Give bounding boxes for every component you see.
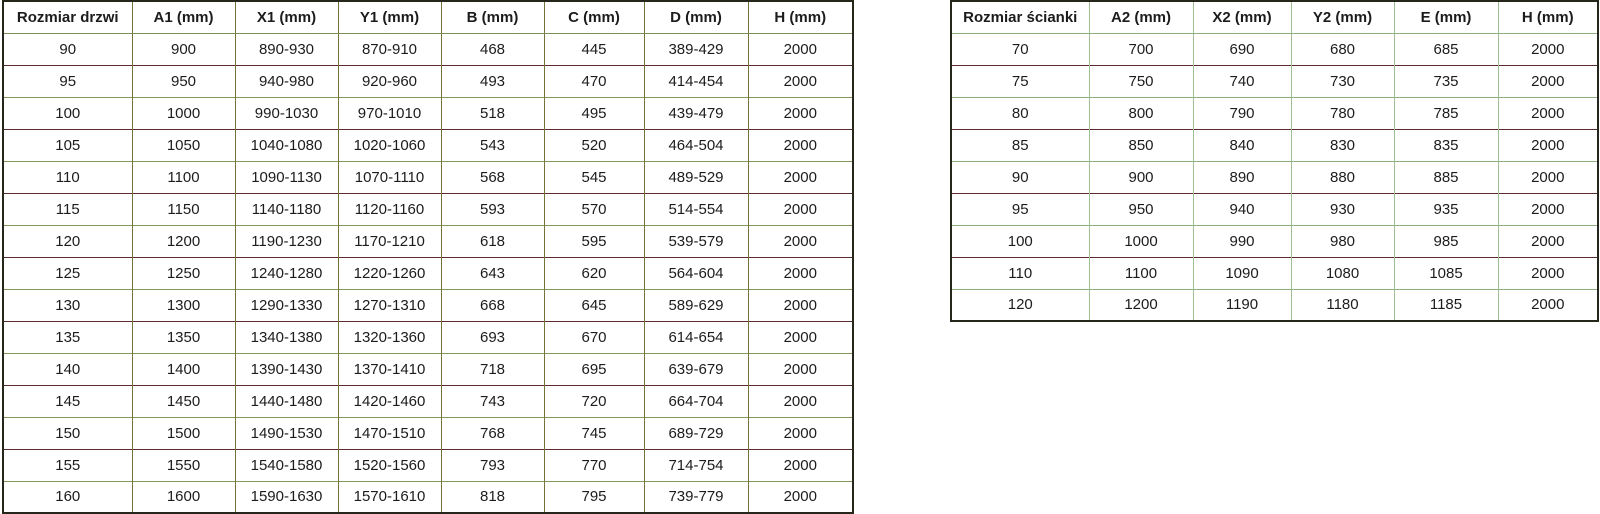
table-cell: 780 bbox=[1291, 97, 1394, 129]
table-row bbox=[3, 449, 853, 481]
table-cell: 100 bbox=[951, 225, 1089, 257]
table-cell: 750 bbox=[1089, 65, 1193, 97]
table-cell: 850 bbox=[1089, 129, 1193, 161]
table-cell: 495 bbox=[544, 97, 644, 129]
table-cell: 2000 bbox=[1498, 97, 1598, 129]
table-row bbox=[3, 193, 853, 225]
wall-sizes-table bbox=[950, 0, 1599, 322]
table-row bbox=[3, 65, 853, 97]
table-cell: 564-604 bbox=[644, 257, 748, 289]
table-cell: 445 bbox=[544, 33, 644, 65]
table-cell: 693 bbox=[441, 321, 544, 353]
header-cell: A1 (mm) bbox=[132, 1, 235, 33]
table-cell: 1000 bbox=[1089, 225, 1193, 257]
table-cell: 770 bbox=[544, 449, 644, 481]
table-cell: 1050 bbox=[132, 129, 235, 161]
table-cell: 593 bbox=[441, 193, 544, 225]
table-cell: 1220-1260 bbox=[338, 257, 441, 289]
table-cell: 718 bbox=[441, 353, 544, 385]
table-cell: 155 bbox=[3, 449, 132, 481]
table-cell: 1240-1280 bbox=[235, 257, 338, 289]
table-cell: 2000 bbox=[748, 417, 853, 449]
table-cell: 568 bbox=[441, 161, 544, 193]
table-cell: 90 bbox=[951, 161, 1089, 193]
table-cell: 2000 bbox=[1498, 129, 1598, 161]
table-cell: 1185 bbox=[1394, 289, 1498, 321]
table-cell: 539-579 bbox=[644, 225, 748, 257]
table-row bbox=[3, 353, 853, 385]
table-cell: 2000 bbox=[748, 33, 853, 65]
table-cell: 520 bbox=[544, 129, 644, 161]
table-cell: 664-704 bbox=[644, 385, 748, 417]
header-cell: B (mm) bbox=[441, 1, 544, 33]
table-cell: 85 bbox=[951, 129, 1089, 161]
header-cell: C (mm) bbox=[544, 1, 644, 33]
table-cell: 110 bbox=[951, 257, 1089, 289]
table-cell: 1180 bbox=[1291, 289, 1394, 321]
table-cell: 740 bbox=[1193, 65, 1291, 97]
table-cell: 70 bbox=[951, 33, 1089, 65]
table-cell: 1570-1610 bbox=[338, 481, 441, 513]
table-cell: 818 bbox=[441, 481, 544, 513]
table-cell: 160 bbox=[3, 481, 132, 513]
table-cell: 930 bbox=[1291, 193, 1394, 225]
table-cell: 545 bbox=[544, 161, 644, 193]
table-cell: 793 bbox=[441, 449, 544, 481]
table-cell: 2000 bbox=[1498, 33, 1598, 65]
header-cell: Y1 (mm) bbox=[338, 1, 441, 33]
table-cell: 790 bbox=[1193, 97, 1291, 129]
table-cell: 950 bbox=[132, 65, 235, 97]
table-cell: 695 bbox=[544, 353, 644, 385]
table-cell: 870-910 bbox=[338, 33, 441, 65]
table-cell: 95 bbox=[3, 65, 132, 97]
table-row bbox=[3, 129, 853, 161]
table-cell: 890-930 bbox=[235, 33, 338, 65]
header-cell: H (mm) bbox=[1498, 1, 1598, 33]
table-cell: 795 bbox=[544, 481, 644, 513]
table-cell: 489-529 bbox=[644, 161, 748, 193]
table-cell: 1590-1630 bbox=[235, 481, 338, 513]
table-cell: 1520-1560 bbox=[338, 449, 441, 481]
table-cell: 100 bbox=[3, 97, 132, 129]
table-cell: 970-1010 bbox=[338, 97, 441, 129]
table-cell: 1490-1530 bbox=[235, 417, 338, 449]
table-cell: 1100 bbox=[1089, 257, 1193, 289]
table-cell: 1300 bbox=[132, 289, 235, 321]
table-cell: 720 bbox=[544, 385, 644, 417]
table-cell: 514-554 bbox=[644, 193, 748, 225]
table-cell: 589-629 bbox=[644, 289, 748, 321]
table-cell: 110 bbox=[3, 161, 132, 193]
table-cell: 940-980 bbox=[235, 65, 338, 97]
table-cell: 414-454 bbox=[644, 65, 748, 97]
table-row bbox=[951, 257, 1598, 289]
table-cell: 900 bbox=[132, 33, 235, 65]
table-cell: 689-729 bbox=[644, 417, 748, 449]
table-cell: 730 bbox=[1291, 65, 1394, 97]
header-cell: X2 (mm) bbox=[1193, 1, 1291, 33]
header-cell: X1 (mm) bbox=[235, 1, 338, 33]
header-row bbox=[951, 1, 1598, 33]
table-cell: 1090-1130 bbox=[235, 161, 338, 193]
table-cell: 985 bbox=[1394, 225, 1498, 257]
table-cell: 1440-1480 bbox=[235, 385, 338, 417]
table-cell: 840 bbox=[1193, 129, 1291, 161]
table-row bbox=[951, 225, 1598, 257]
table-cell: 690 bbox=[1193, 33, 1291, 65]
table-cell: 464-504 bbox=[644, 129, 748, 161]
table-cell: 1040-1080 bbox=[235, 129, 338, 161]
table-cell: 639-679 bbox=[644, 353, 748, 385]
table-row bbox=[951, 289, 1598, 321]
table-row bbox=[3, 385, 853, 417]
table-cell: 2000 bbox=[1498, 65, 1598, 97]
table-cell: 1500 bbox=[132, 417, 235, 449]
table-cell: 1340-1380 bbox=[235, 321, 338, 353]
table-row bbox=[3, 257, 853, 289]
table-cell: 439-479 bbox=[644, 97, 748, 129]
header-cell: Y2 (mm) bbox=[1291, 1, 1394, 33]
table-cell: 890 bbox=[1193, 161, 1291, 193]
table-row bbox=[951, 161, 1598, 193]
table-row bbox=[951, 193, 1598, 225]
table-cell: 1450 bbox=[132, 385, 235, 417]
table-row bbox=[951, 97, 1598, 129]
table-cell: 935 bbox=[1394, 193, 1498, 225]
table-cell: 120 bbox=[3, 225, 132, 257]
table-cell: 2000 bbox=[748, 385, 853, 417]
table-cell: 785 bbox=[1394, 97, 1498, 129]
table-cell: 739-779 bbox=[644, 481, 748, 513]
table-cell: 1190 bbox=[1193, 289, 1291, 321]
table-cell: 2000 bbox=[1498, 257, 1598, 289]
table-cell: 735 bbox=[1394, 65, 1498, 97]
header-cell: A2 (mm) bbox=[1089, 1, 1193, 33]
table-cell: 768 bbox=[441, 417, 544, 449]
table-cell: 2000 bbox=[748, 129, 853, 161]
table-cell: 714-754 bbox=[644, 449, 748, 481]
table-cell: 685 bbox=[1394, 33, 1498, 65]
table-cell: 1370-1410 bbox=[338, 353, 441, 385]
table-cell: 493 bbox=[441, 65, 544, 97]
table-cell: 518 bbox=[441, 97, 544, 129]
table-cell: 90 bbox=[3, 33, 132, 65]
table-cell: 2000 bbox=[1498, 289, 1598, 321]
table-cell: 668 bbox=[441, 289, 544, 321]
table-cell: 2000 bbox=[748, 257, 853, 289]
table-cell: 743 bbox=[441, 385, 544, 417]
table-cell: 950 bbox=[1089, 193, 1193, 225]
table-cell: 830 bbox=[1291, 129, 1394, 161]
table-cell: 700 bbox=[1089, 33, 1193, 65]
table-cell: 2000 bbox=[748, 321, 853, 353]
table-cell: 643 bbox=[441, 257, 544, 289]
table-cell: 1200 bbox=[1089, 289, 1193, 321]
table-cell: 2000 bbox=[748, 449, 853, 481]
table-cell: 115 bbox=[3, 193, 132, 225]
table-cell: 614-654 bbox=[644, 321, 748, 353]
table-cell: 1070-1110 bbox=[338, 161, 441, 193]
table-cell: 1085 bbox=[1394, 257, 1498, 289]
table-row bbox=[3, 33, 853, 65]
table-cell: 800 bbox=[1089, 97, 1193, 129]
table-cell: 1000 bbox=[132, 97, 235, 129]
table-cell: 1320-1360 bbox=[338, 321, 441, 353]
table-cell: 1120-1160 bbox=[338, 193, 441, 225]
table-cell: 1290-1330 bbox=[235, 289, 338, 321]
table-cell: 1350 bbox=[132, 321, 235, 353]
table-cell: 1150 bbox=[132, 193, 235, 225]
door-sizes-table bbox=[2, 0, 854, 514]
table-row bbox=[951, 33, 1598, 65]
header-row bbox=[3, 1, 853, 33]
table-cell: 2000 bbox=[748, 481, 853, 513]
table-cell: 595 bbox=[544, 225, 644, 257]
table-cell: 645 bbox=[544, 289, 644, 321]
table-cell: 1190-1230 bbox=[235, 225, 338, 257]
table-cell: 1550 bbox=[132, 449, 235, 481]
table-cell: 620 bbox=[544, 257, 644, 289]
table-cell: 920-960 bbox=[338, 65, 441, 97]
table-cell: 980 bbox=[1291, 225, 1394, 257]
table-cell: 2000 bbox=[748, 193, 853, 225]
table-cell: 1420-1460 bbox=[338, 385, 441, 417]
table-cell: 880 bbox=[1291, 161, 1394, 193]
table-row bbox=[3, 97, 853, 129]
table-cell: 680 bbox=[1291, 33, 1394, 65]
header-cell: D (mm) bbox=[644, 1, 748, 33]
table-cell: 80 bbox=[951, 97, 1089, 129]
table-cell: 140 bbox=[3, 353, 132, 385]
table-cell: 2000 bbox=[748, 289, 853, 321]
table-cell: 1400 bbox=[132, 353, 235, 385]
table-cell: 1540-1580 bbox=[235, 449, 338, 481]
table-row bbox=[3, 481, 853, 513]
table-cell: 1600 bbox=[132, 481, 235, 513]
table-cell: 389-429 bbox=[644, 33, 748, 65]
table-cell: 2000 bbox=[748, 65, 853, 97]
table-cell: 543 bbox=[441, 129, 544, 161]
table-cell: 2000 bbox=[748, 225, 853, 257]
table-cell: 670 bbox=[544, 321, 644, 353]
table-cell: 1100 bbox=[132, 161, 235, 193]
table-cell: 2000 bbox=[748, 353, 853, 385]
table-row bbox=[3, 161, 853, 193]
table-row bbox=[3, 289, 853, 321]
table-cell: 1020-1060 bbox=[338, 129, 441, 161]
table-row bbox=[951, 129, 1598, 161]
table-cell: 1170-1210 bbox=[338, 225, 441, 257]
table-cell: 990-1030 bbox=[235, 97, 338, 129]
table-cell: 95 bbox=[951, 193, 1089, 225]
table-cell: 75 bbox=[951, 65, 1089, 97]
table-cell: 1200 bbox=[132, 225, 235, 257]
table-row bbox=[3, 321, 853, 353]
header-cell: E (mm) bbox=[1394, 1, 1498, 33]
table-cell: 145 bbox=[3, 385, 132, 417]
table-cell: 745 bbox=[544, 417, 644, 449]
table-cell: 1090 bbox=[1193, 257, 1291, 289]
table-cell: 1270-1310 bbox=[338, 289, 441, 321]
table-cell: 885 bbox=[1394, 161, 1498, 193]
table-cell: 105 bbox=[3, 129, 132, 161]
table-cell: 1080 bbox=[1291, 257, 1394, 289]
table-cell: 125 bbox=[3, 257, 132, 289]
table-cell: 2000 bbox=[1498, 225, 1598, 257]
table-cell: 900 bbox=[1089, 161, 1193, 193]
table-cell: 940 bbox=[1193, 193, 1291, 225]
table-cell: 990 bbox=[1193, 225, 1291, 257]
table-cell: 468 bbox=[441, 33, 544, 65]
table-cell: 2000 bbox=[748, 97, 853, 129]
table-cell: 618 bbox=[441, 225, 544, 257]
table-cell: 2000 bbox=[1498, 193, 1598, 225]
table-cell: 1140-1180 bbox=[235, 193, 338, 225]
table-cell: 150 bbox=[3, 417, 132, 449]
table-cell: 570 bbox=[544, 193, 644, 225]
header-cell: H (mm) bbox=[748, 1, 853, 33]
table-cell: 1250 bbox=[132, 257, 235, 289]
header-cell: Rozmiar drzwi bbox=[3, 1, 132, 33]
table-cell: 1470-1510 bbox=[338, 417, 441, 449]
table-cell: 130 bbox=[3, 289, 132, 321]
table-row bbox=[3, 417, 853, 449]
table-row bbox=[951, 65, 1598, 97]
table-cell: 1390-1430 bbox=[235, 353, 338, 385]
table-cell: 2000 bbox=[1498, 161, 1598, 193]
table-cell: 2000 bbox=[748, 161, 853, 193]
table-row bbox=[3, 225, 853, 257]
table-cell: 120 bbox=[951, 289, 1089, 321]
table-cell: 470 bbox=[544, 65, 644, 97]
table-cell: 835 bbox=[1394, 129, 1498, 161]
table-cell: 135 bbox=[3, 321, 132, 353]
header-cell: Rozmiar ścianki bbox=[951, 1, 1089, 33]
